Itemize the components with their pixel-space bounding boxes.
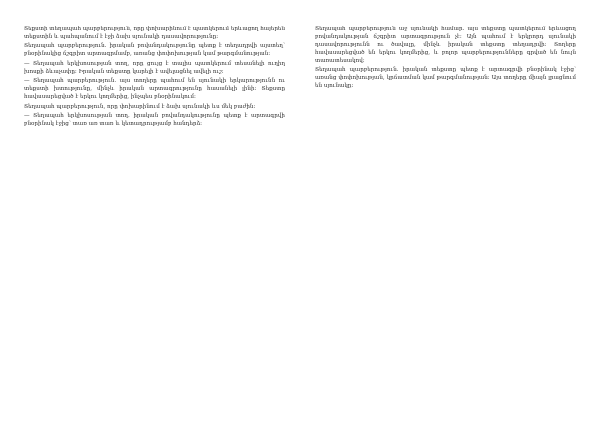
- left-column: [24, 26, 285, 412]
- right-column: [315, 26, 576, 412]
- paragraph: — Տեղապահ երկխոսության տող. իրական բովանդակությունը պետք է արտագրվի բնօրինակ էջից՝ տառ առ տառ և կետադրությամբ հանդերձ։: [24, 113, 285, 127]
- paragraph: — Տեղապահ երկխոսության տող, որը ցույց է տալիս պատկերում տեսանելի ուղիղ խոսքի ձևաչափը։ Իրական տեքստը կարելի է ավելացնել ավելի ուշ։: [24, 60, 285, 75]
- paragraph: Տեղապահ պարբերություն, որը փոխարինում է ձախ սյունակի ևս մեկ բաժին։: [24, 103, 256, 110]
- paragraph: Տեքստի տեղապահ պարբերություն, որը փոխարինում է պատկերում երևացող հայերեն տեքստին և պահպանում է էջի ձախ սյունակի դասավորությունը։: [24, 26, 285, 40]
- paragraph: Տեղապահ պարբերություն աջ սյունակի համար. այս տեքստը պատկերում երևացող բովանդակության ճշգրիտ արտագրություն չէ։ Այն պահում է երկրորդ սյունակի դասավորությունն ու ծավալը, մինչև իրական տեքստը տեղադրվի։ Տողերը հավասարեցված են երկու կողմերից, և բոլոր պարբերությունները գրված են նույն տառատեսակով։: [315, 26, 576, 64]
- paragraph: — Տեղապահ պարբերություն. այս տողերը պահում են սյունակի երկարությունն ու տեքստի խտությունը, մինչև իրական արտագրությունը հասանելի լինի։ Տեքստը հավասարեցված է երկու կողմերից, ինչպես բնօրինակում։: [24, 78, 285, 101]
- paragraph: Տեղապահ պարբերություն. իրական բովանդակությունը պետք է տեղադրվի այստեղ՝ բնօրինակից ճշգրիտ արտագրմամբ, առանց փոփոխության կամ թարգմանության։: [24, 43, 285, 58]
- paragraph: Տեղապահ պարբերություն. իրական տեքստը պետք է արտագրվի բնօրինակ էջից՝ առանց փոփոխության, կրճատման կամ թարգմանության։ Այս տողերը միայն լրացնում են սյունակը։: [315, 67, 576, 89]
